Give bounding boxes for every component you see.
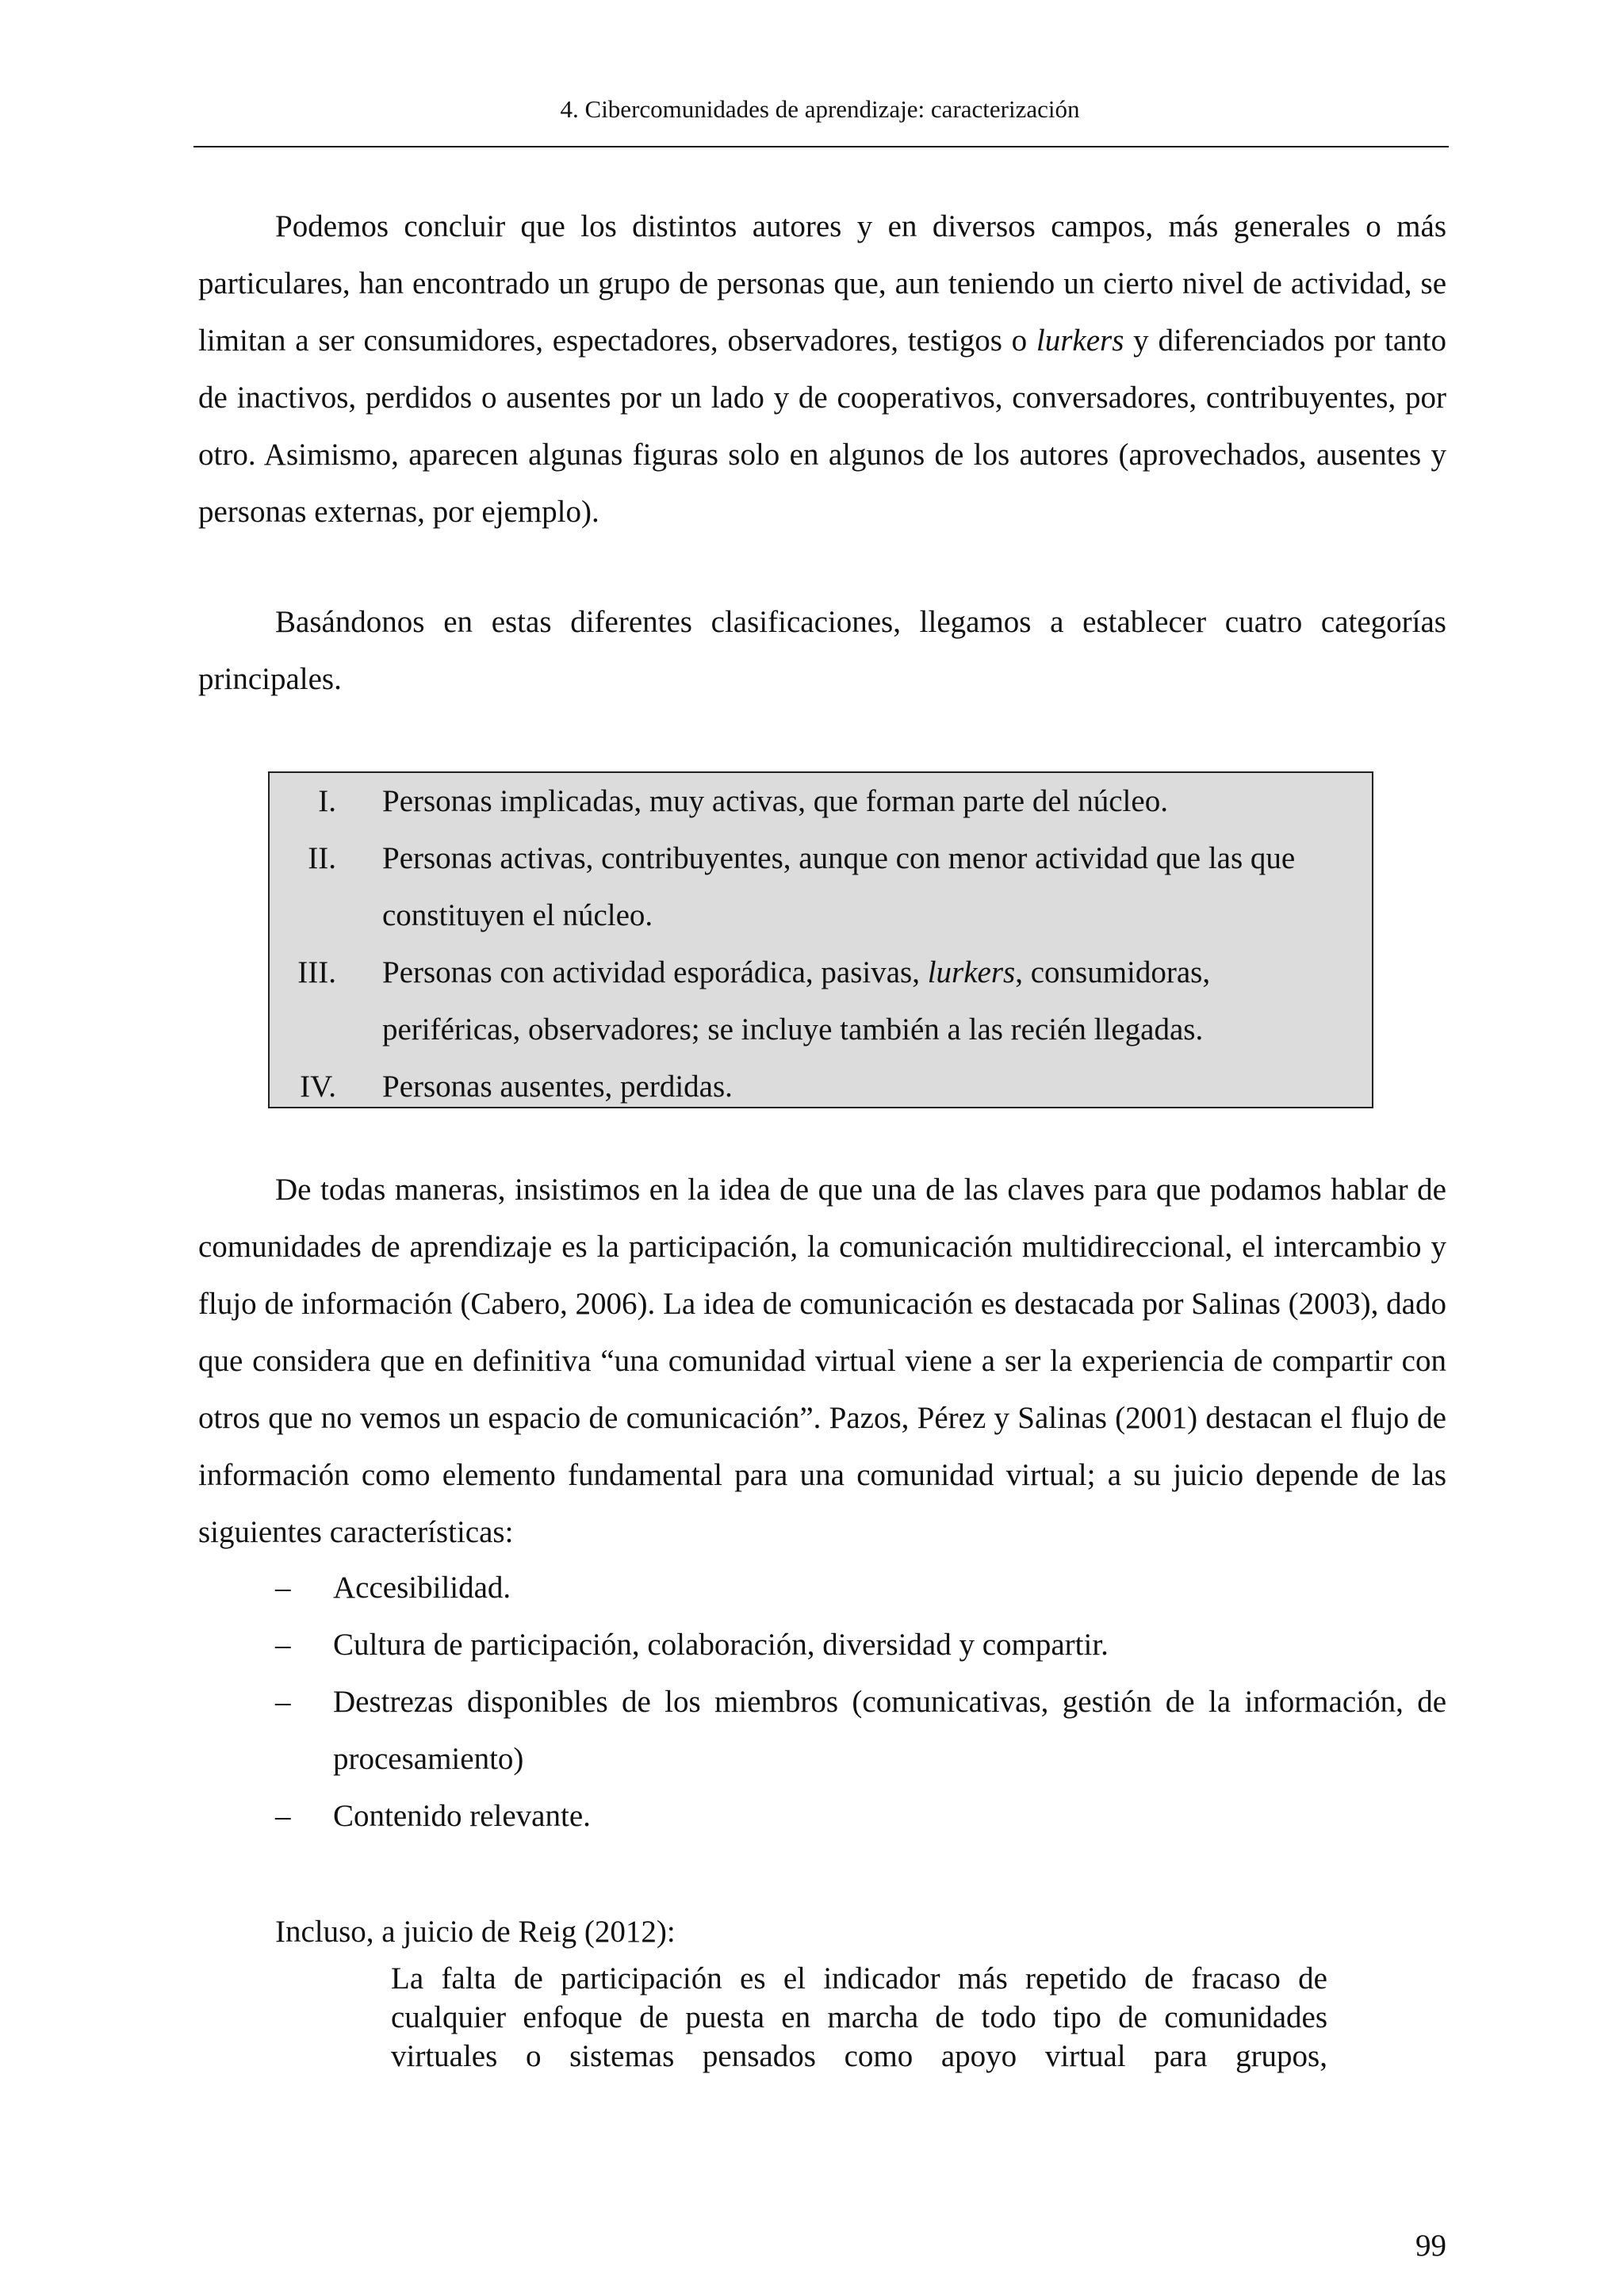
paragraph-conclusion-text-b: y diferenciados por tanto de inactivos, perdidos o ausentes por un lado y de cooperativos, conversadores, contribuyentes, por otro. Asimismo, aparecen algunas figuras solo en algunos de los autores (aprovechados, ausentes y personas externas, por ejemplo). [198,323,1447,529]
characteristics-list [198,1559,1446,1845]
categories-box [268,771,1373,1108]
paragraph-conclusion [198,198,1446,541]
list-item-text: Accesibilidad. [333,1571,511,1605]
category-text: Personas ausentes, perdidas. [382,1070,733,1104]
list-item-text: Cultura de participación, colaboración, diversidad y compartir. [333,1628,1109,1662]
paragraph-conclusion-text-a: Podemos concluir que los distintos autores y en diversos campos, más generales o más particulares, han encontrado un grupo de personas que, aun teniendo un cierto nivel de actividad, se limitan a ser consumidores, espectadores, observadores, testigos o [198,209,1446,358]
paragraph-reig-intro: Incluso, a juicio de Reig (2012): [275,1915,676,1949]
dash-bullet: – [275,1685,291,1719]
category-numeral: IV. [300,1070,336,1104]
dash-bullet: – [275,1628,291,1662]
list-item [198,1617,1446,1674]
category-numeral: II. [308,841,336,875]
list-item-text: Destrezas disponibles de los miembros (comunicativas, gestión de la información, de procesamiento) [333,1685,1446,1776]
list-item [198,1788,1446,1845]
list-item [198,1674,1446,1788]
list-item-text: Contenido relevante. [333,1799,591,1833]
header-rule [193,146,1449,147]
dash-bullet: – [275,1571,291,1605]
category-text-a: Personas con actividad esporádica, pasivas, [382,955,928,989]
category-text: Personas implicadas, muy activas, que forman parte del núcleo. [382,784,1168,818]
paragraph-classifications: Basándonos en estas diferentes clasificaciones, llegamos a establecer cuatro categorías principales. [198,605,1446,696]
dash-bullet: – [275,1799,291,1833]
page-number: 99 [1415,2229,1446,2263]
running-header: 4. Cibercomunidades de aprendizaje: caracterización [560,95,1080,123]
category-text-b: , consumidoras, periféricas, observadores; se incluye también a las recién llegadas. [382,955,1211,1047]
block-quote: La falta de participación es el indicador más repetido de fracaso de cualquier enfoque de puesta en marcha de todo tipo de comunidades virtuales o sistemas pensados como apoyo virtual para grupos, [391,1961,1327,2073]
category-numeral: I. [318,784,336,818]
lurkers-term: lurkers [927,955,1016,989]
paragraph-participation: De todas maneras, insistimos en la idea de que una de las claves para que podamos hablar de comunidades de aprendizaje es la participación, la comunicación multidireccional, el intercambio y flujo de información (Cabero, 2006). La idea de comunicación es destacada por Salinas (2003), dado que considera que en definitiva “una comunidad virtual viene a ser la experiencia de compartir con otros que no vemos un espacio de comunicación”. Pazos, Pérez y Salinas (2001) destacan el flujo de información como elemento fundamental para una comunidad virtual; a su juicio depende de las siguientes características: [198,1173,1446,1549]
category-numeral: III. [297,955,336,989]
list-item [198,1559,1446,1617]
lurkers-term: lurkers [1036,323,1124,358]
category-text: Personas activas, contribuyentes, aunque con menor actividad que las que constituyen el núcleo. [382,841,1296,932]
category-text [382,944,1346,1058]
